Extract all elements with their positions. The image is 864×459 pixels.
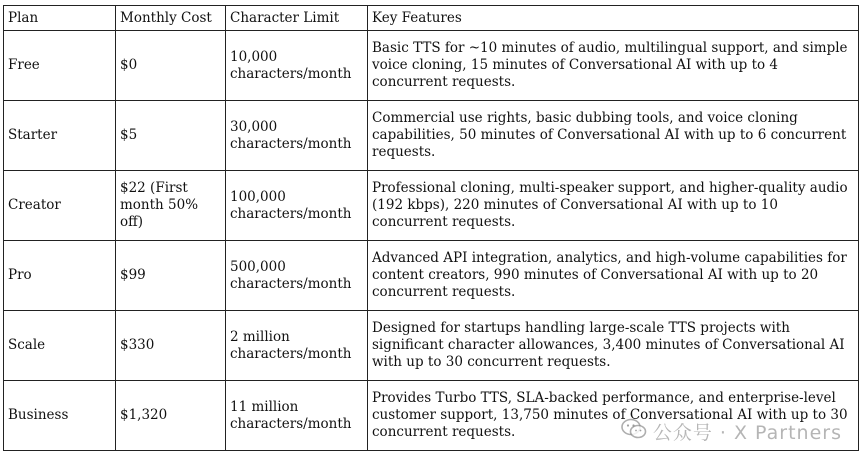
cell-plan: Scale [4, 311, 116, 381]
cell-plan: Free [4, 31, 116, 101]
cell-features: Provides Turbo TTS, SLA-backed performance, and enterprise-level customer support, 13,750 minutes of Conversational AI with up to 30 concurrent requests. [368, 381, 859, 451]
table-header-row [4, 6, 859, 31]
cell-features: Advanced API integration, analytics, and high-volume capabilities for content creators, 990 minutes of Conversational AI with up to 20 concurrent requests. [368, 241, 859, 311]
cell-plan: Business [4, 381, 116, 451]
cell-limit: 100,000 characters/month [226, 171, 368, 241]
cell-cost: $1,320 [116, 381, 226, 451]
header-plan: Plan [4, 6, 116, 31]
cell-features: Basic TTS for ~10 minutes of audio, multilingual support, and simple voice cloning, 15 minutes of Conversational AI with up to 4 concurrent requests. [368, 31, 859, 101]
cell-limit: 2 million characters/month [226, 311, 368, 381]
cell-cost: $0 [116, 31, 226, 101]
pricing-table [3, 5, 859, 451]
table-row [4, 241, 859, 311]
cell-features: Commercial use rights, basic dubbing tools, and voice cloning capabilities, 50 minutes of Conversational AI with up to 6 concurrent requests. [368, 101, 859, 171]
header-monthly-cost: Monthly Cost [116, 6, 226, 31]
cell-plan: Creator [4, 171, 116, 241]
cell-cost: $22 (First month 50% off) [116, 171, 226, 241]
table-row [4, 381, 859, 451]
table-row [4, 171, 859, 241]
cell-limit: 30,000 characters/month [226, 101, 368, 171]
watermark-text: 公众号 · X Partners [652, 422, 842, 444]
cell-cost: $99 [116, 241, 226, 311]
pricing-table-container [3, 5, 859, 451]
table-row [4, 311, 859, 381]
header-key-features: Key Features [368, 6, 859, 31]
cell-limit: 11 million characters/month [226, 381, 368, 451]
table-row [4, 101, 859, 171]
cell-limit: 10,000 characters/month [226, 31, 368, 101]
cell-plan: Starter [4, 101, 116, 171]
cell-features: Professional cloning, multi-speaker support, and higher-quality audio (192 kbps), 220 minutes of Conversational AI with up to 10 concurrent requests. [368, 171, 859, 241]
table-row [4, 31, 859, 101]
cell-features: Designed for startups handling large-scale TTS projects with significant character allowances, 3,400 minutes of Conversational AI with up to 30 concurrent requests. [368, 311, 859, 381]
header-character-limit: Character Limit [226, 6, 368, 31]
cell-plan: Pro [4, 241, 116, 311]
cell-limit: 500,000 characters/month [226, 241, 368, 311]
cell-cost: $5 [116, 101, 226, 171]
cell-cost: $330 [116, 311, 226, 381]
